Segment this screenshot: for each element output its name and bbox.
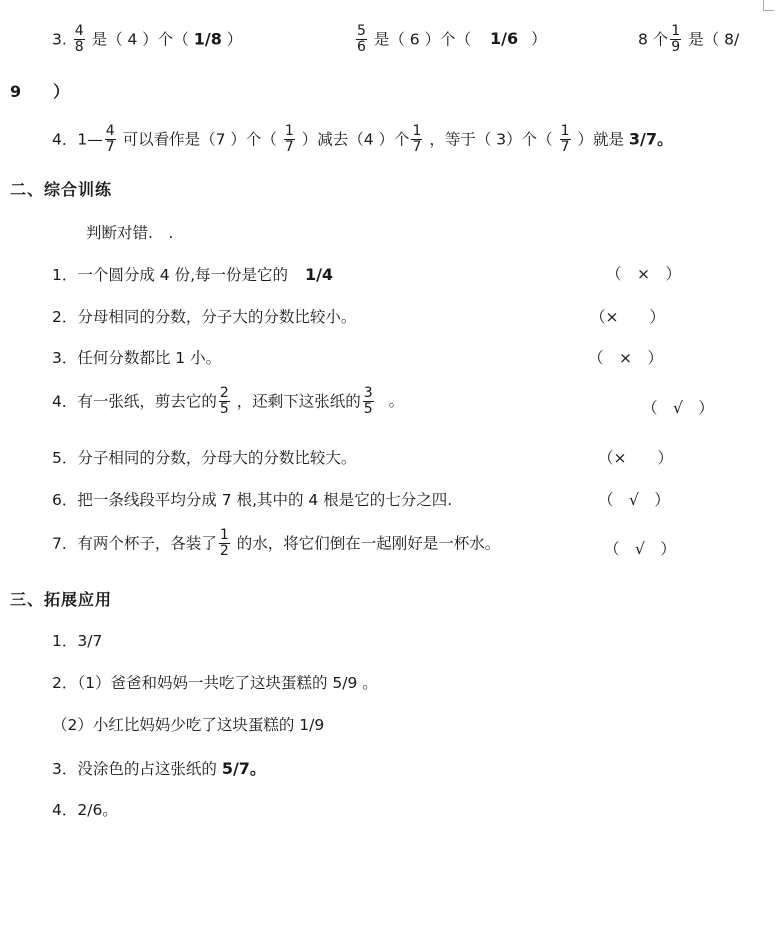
section2-intro: 判断对错. . bbox=[86, 224, 174, 242]
fraction-3-5: $\frac{3}{5}$ bbox=[363, 385, 373, 418]
judge-answer-4: （ √ ） bbox=[642, 399, 714, 417]
judge-item-6: 6．把一条线段平均分成 7 根,其中的 4 根是它的七分之四. bbox=[52, 491, 453, 509]
judge-item-4: 4．有一张纸，剪去它的 $\frac{2}{5}$ ，还剩下这张纸的 $\frac{3}{5}$ 。 bbox=[52, 385, 405, 418]
judge-answer-6: （ √ ） bbox=[598, 491, 670, 509]
fraction-2-5: $\frac{2}{5}$ bbox=[219, 385, 229, 418]
fraction-1-2: $\frac{1}{2}$ bbox=[219, 527, 229, 560]
apply-item-2-1: 2．（1）爸爸和妈妈一共吃了这块蛋糕的 5/9 。 bbox=[52, 674, 378, 692]
item3-wrap-line: 9 ） bbox=[10, 82, 70, 101]
answer-1-8: 1/8 bbox=[193, 29, 222, 49]
answer-1-6: 1/6 bbox=[490, 29, 519, 49]
section2-heading: 二、综合训练 bbox=[10, 180, 113, 199]
judge-item-3: 3．任何分数都比 1 小。 bbox=[52, 349, 222, 367]
page-corner-mark bbox=[763, 0, 774, 11]
apply-item-1: 1．3/7 bbox=[52, 632, 103, 650]
section3-heading: 三、拓展应用 bbox=[10, 590, 113, 609]
answer-3-7: 3/7。 bbox=[628, 129, 674, 149]
judge-answer-5: （× ） bbox=[598, 449, 673, 467]
apply-item-4: 4．2/6。 bbox=[52, 801, 118, 819]
item3-third-part: 8 个 $\frac{1}{9}$ 是（ 8/ bbox=[638, 23, 740, 56]
item3-second-part: $\frac{5}{6}$ 是（ 6 ）个（ 1/6 ） bbox=[357, 23, 547, 56]
fraction-1-9: $\frac{1}{9}$ bbox=[671, 23, 681, 56]
fraction-1-7-b: $\frac{1}{7}$ bbox=[412, 123, 422, 156]
item3-line: 3. $\frac{4}{8}$ 是（ 4 ）个（ 1/8 ） bbox=[52, 23, 243, 56]
fraction-1-7-a: $\frac{1}{7}$ bbox=[284, 123, 294, 156]
judge-answer-2: （× ） bbox=[590, 308, 665, 326]
fraction-5-6: $\frac{5}{6}$ bbox=[357, 23, 366, 56]
fraction-4-7: $\frac{4}{7}$ bbox=[105, 123, 115, 156]
judge-answer-7: （ √ ） bbox=[604, 540, 676, 558]
fraction-1-7-c: $\frac{1}{7}$ bbox=[560, 123, 570, 156]
judge-item-2: 2．分母相同的分数，分子大的分数比较小。 bbox=[52, 308, 357, 326]
fraction-4-8: $\frac{4}{8}$ bbox=[74, 23, 84, 56]
apply-item-3: 3．没涂色的占这张纸的 5/7。 bbox=[52, 759, 266, 778]
judge-item-1: 1．一个圆分成 4 份,每一份是它的 1/4 bbox=[52, 265, 334, 284]
item3-number: 3. bbox=[52, 30, 67, 49]
judge-item-5: 5．分子相同的分数，分母大的分数比较大。 bbox=[52, 449, 357, 467]
apply-item-2-2: （2）小红比妈妈少吃了这块蛋糕的 1/9 bbox=[52, 716, 325, 734]
judge-item-7: 7．有两个杯子，各装了 $\frac{1}{2}$ 的水，将它们倒在一起刚好是一杯水。 bbox=[52, 527, 501, 560]
judge-answer-3: （ × ） bbox=[588, 349, 663, 367]
judge-answer-1: （ × ） bbox=[606, 265, 681, 283]
item4-line: 4．1— $\frac{4}{7}$ 可以看作是（7 ）个（ $\frac{1}{7}$ ）减去（4 ）个 $\frac{1}{7}$ ，等于（ 3）个（ $\frac{1}{7}$ ）就是 3/7。 bbox=[52, 123, 674, 156]
